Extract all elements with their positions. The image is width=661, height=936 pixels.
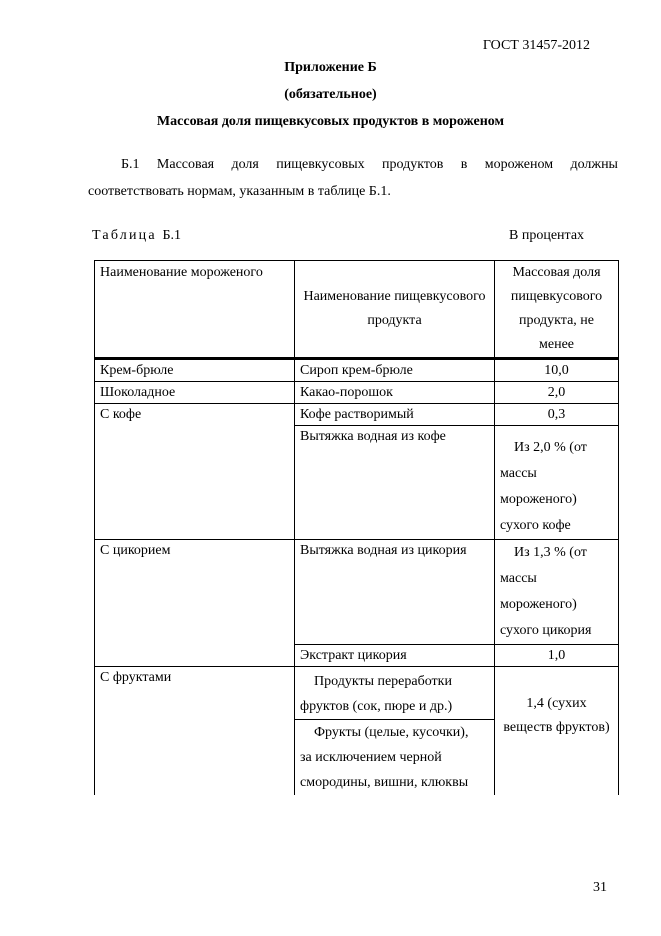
- product-line: за исключением черной: [300, 750, 442, 765]
- cell-icecream: С фруктами: [95, 667, 295, 796]
- header-product-name: Наименование пищевкусового продукта: [295, 261, 495, 359]
- appendix-title: Приложение Б: [284, 60, 377, 75]
- paragraph-word: Массовая: [156, 157, 215, 172]
- cell-value: [495, 667, 619, 796]
- header-mass-fraction: Массовая доля пищевкусового продукта, не менее: [495, 261, 619, 359]
- flavor-table: [94, 260, 619, 795]
- paragraph-word: в: [460, 157, 468, 172]
- value-line: сухого кофе: [500, 518, 571, 533]
- paragraph-b1: [88, 151, 618, 205]
- paragraph-word: должны: [570, 157, 618, 172]
- header-icecream-name: Наименование мороженого: [95, 261, 295, 359]
- page-number: 31: [593, 880, 607, 895]
- paragraph-word: продуктов: [382, 157, 444, 172]
- value-line: 1,4 (сухих: [526, 696, 587, 711]
- cell-icecream: С цикорием: [95, 540, 295, 667]
- value-line: Из 1,3 % (от: [514, 545, 587, 560]
- value-line: массы: [500, 466, 537, 481]
- value-line: сухого цикория: [500, 623, 592, 638]
- cell-icecream: С кофе: [95, 404, 295, 540]
- paragraph-word: мороженом: [484, 157, 554, 172]
- cell-value: 1,0: [495, 645, 619, 667]
- cell-product: Экстракт цикория: [295, 645, 495, 667]
- cell-product: Какао-порошок: [295, 382, 495, 404]
- table-row: [95, 540, 619, 645]
- cell-value: 10,0: [495, 359, 619, 382]
- cell-value: 2,0: [495, 382, 619, 404]
- cell-product: [295, 720, 495, 796]
- value-line: мороженого): [500, 492, 577, 507]
- appendix-subject: Массовая доля пищевкусовых продуктов в мороженом: [156, 114, 505, 129]
- table-row: [95, 382, 619, 404]
- cell-product: Сироп крем-брюле: [295, 359, 495, 382]
- standard-code: ГОСТ 31457-2012: [482, 38, 590, 53]
- value-line: Из 2,0 % (от: [514, 440, 587, 455]
- table-unit: В процентах: [509, 228, 585, 243]
- cell-icecream: Крем-брюле: [95, 359, 295, 382]
- paragraph-number: Б.1: [121, 157, 140, 172]
- cell-value: [495, 426, 619, 540]
- cell-product: Вытяжка водная из кофе: [295, 426, 495, 540]
- paragraph-line-2: соответствовать нормам, указанным в таблице Б.1.: [88, 184, 391, 199]
- table-row: [95, 359, 619, 382]
- table-caption: [92, 228, 181, 244]
- value-line: веществ фруктов): [503, 720, 610, 735]
- paragraph-word: пищевкусовых: [276, 157, 365, 172]
- cell-product: Вытяжка водная из цикория: [295, 540, 495, 645]
- product-line: фруктов (сок, пюре и др.): [300, 699, 453, 714]
- cell-value: 0,3: [495, 404, 619, 426]
- paragraph-word: доля: [231, 157, 259, 172]
- value-line: мороженого): [500, 597, 577, 612]
- cell-value: [495, 540, 619, 645]
- table-header-row: [95, 261, 619, 359]
- table-row: [95, 667, 619, 720]
- product-line: смородины, вишни, клюквы: [300, 775, 469, 790]
- table-caption-label: Таблица: [92, 228, 157, 243]
- table-row: [95, 404, 619, 426]
- table-caption-number: Б.1: [162, 228, 182, 243]
- product-line: Фрукты (целые, кусочки),: [314, 725, 469, 740]
- product-line: Продукты переработки: [314, 674, 452, 689]
- appendix-status: (обязательное): [284, 87, 377, 102]
- cell-icecream: Шоколадное: [95, 382, 295, 404]
- value-line: массы: [500, 571, 537, 586]
- cell-product: [295, 667, 495, 720]
- cell-product: Кофе растворимый: [295, 404, 495, 426]
